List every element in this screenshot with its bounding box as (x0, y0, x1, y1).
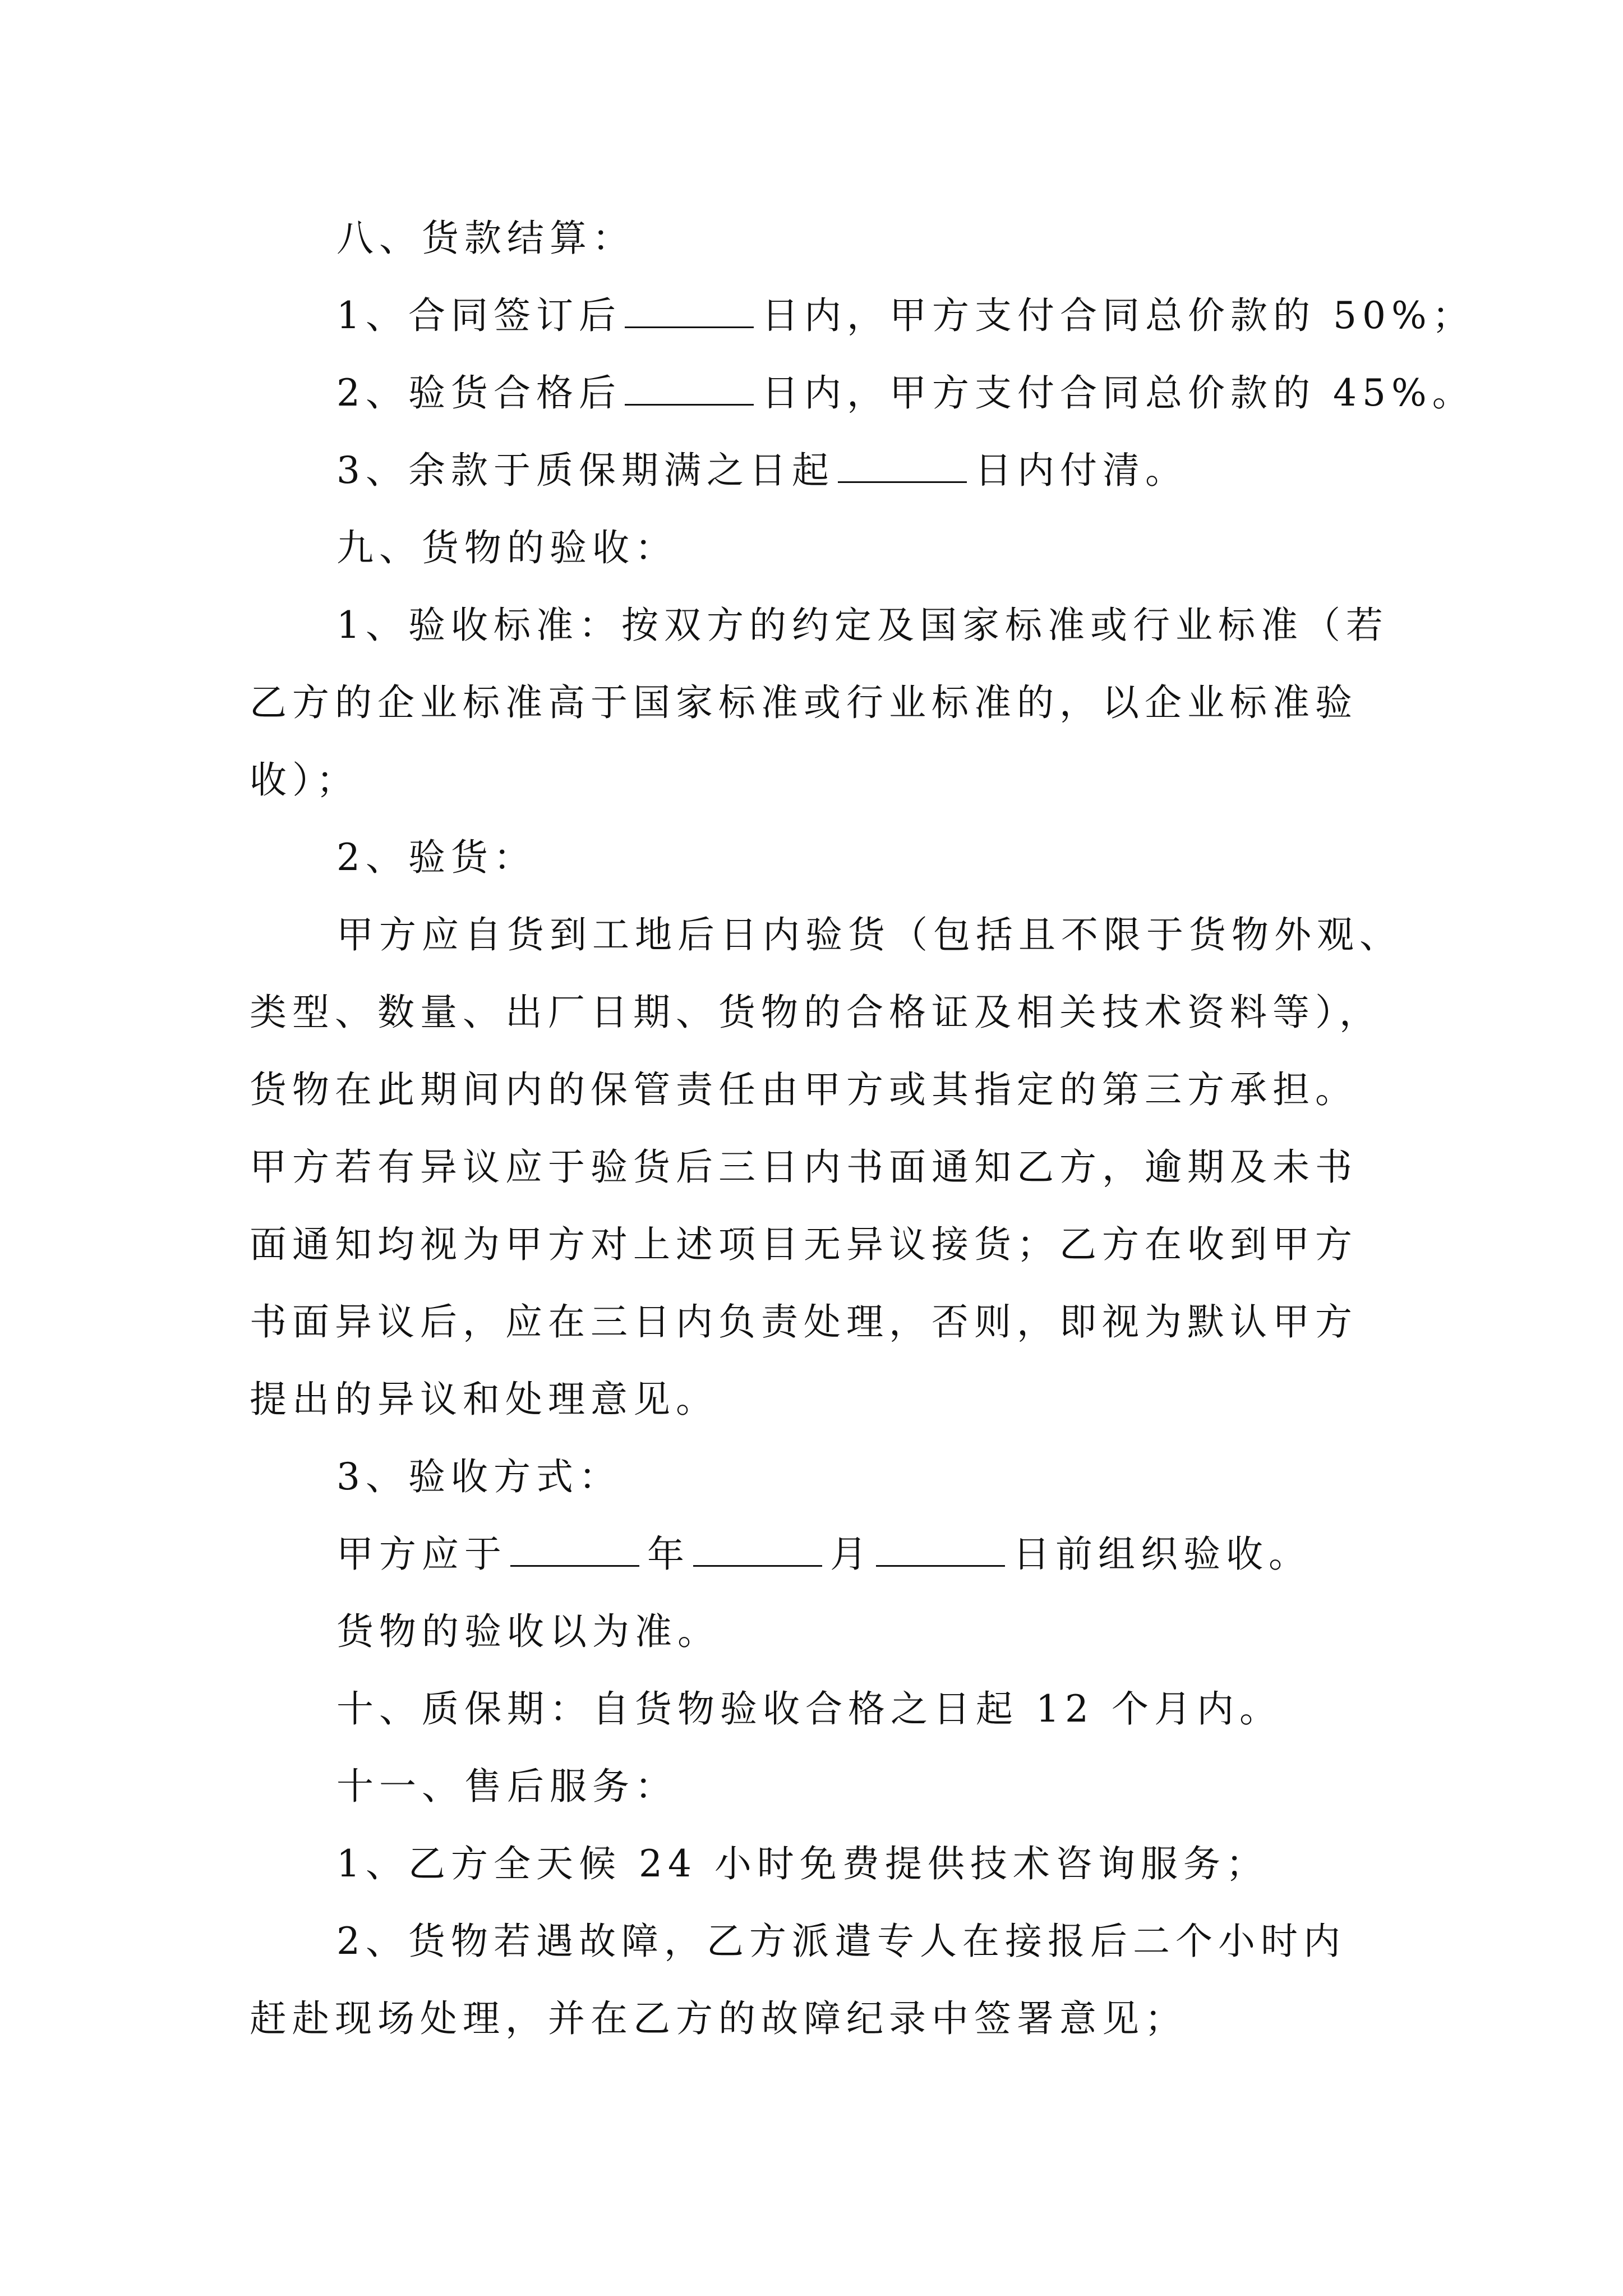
fill-blank (625, 326, 754, 328)
acceptance-basis-line: 货物的验收以为准。 (336, 1610, 720, 1653)
fill-blank-year (510, 1565, 639, 1567)
payment-clause-2: 2、验货合格后 日内，甲方支付合同总价款的 45%。 (336, 371, 1475, 415)
service-clause-2-line-1: 2、货物若遇故障，乙方派遣专人在接报后二个小时内 (336, 1920, 1346, 1963)
payment-clause-1: 1、合同签订后 日内，甲方支付合同总价款的 50%； (336, 294, 1475, 337)
fill-blank (625, 403, 754, 406)
fill-blank-month (693, 1565, 822, 1567)
inspection-paragraph-line-7: 提出的异议和处理意见。 (250, 1378, 718, 1421)
service-clause-1: 1、乙方全天候 24 小时免费提供技术咨询服务； (336, 1842, 1269, 1885)
fill-blank (838, 481, 967, 483)
inspection-paragraph-line-5: 面通知均视为甲方对上述项目无异议接货；乙方在收到甲方 (250, 1223, 1358, 1266)
acceptance-standard-line-2: 乙方的企业标准高于国家标准或行业标准的，以企业标准验 (250, 681, 1358, 724)
inspection-paragraph-line-4: 甲方若有异议应于验货后三日内书面通知乙方，逾期及未书 (250, 1145, 1358, 1189)
acceptance-standard-line-1: 1、验收标准：按双方的约定及国家标准或行业标准（若 (336, 604, 1389, 647)
inspection-paragraph-line-3: 货物在此期间内的保管责任由甲方或其指定的第三方承担。 (250, 1068, 1358, 1111)
inspection-paragraph-line-1: 甲方应自货到工地后日内验货（包括且不限于货物外观、 (336, 913, 1402, 956)
section-8-heading: 八、货款结算： (336, 217, 635, 260)
section-9-heading: 九、货物的验收： (336, 526, 677, 569)
payment-clause-3: 3、余款于质保期满之日起 日内付清。 (336, 449, 1188, 492)
acceptance-date-line: 甲方应于 年 月 日前组织验收。 (336, 1533, 1311, 1576)
acceptance-method-heading: 3、验收方式： (336, 1455, 621, 1498)
inspection-paragraph-line-6: 书面异议后，应在三日内负责处理，否则，即视为默认甲方 (250, 1300, 1358, 1343)
fill-blank-day (876, 1565, 1005, 1567)
section-11-heading: 十一、售后服务： (336, 1765, 677, 1808)
section-10-warranty: 十、质保期：自货物验收合格之日起 12 个月内。 (336, 1687, 1282, 1731)
acceptance-standard-line-3: 收）； (250, 758, 359, 802)
inspection-heading: 2、验货： (336, 836, 536, 879)
service-clause-2-line-2: 赶赴现场处理，并在乙方的故障纪录中签署意见； (250, 1997, 1187, 2040)
inspection-paragraph-line-2: 类型、数量、出厂日期、货物的合格证及相关技术资料等）， (250, 991, 1382, 1034)
